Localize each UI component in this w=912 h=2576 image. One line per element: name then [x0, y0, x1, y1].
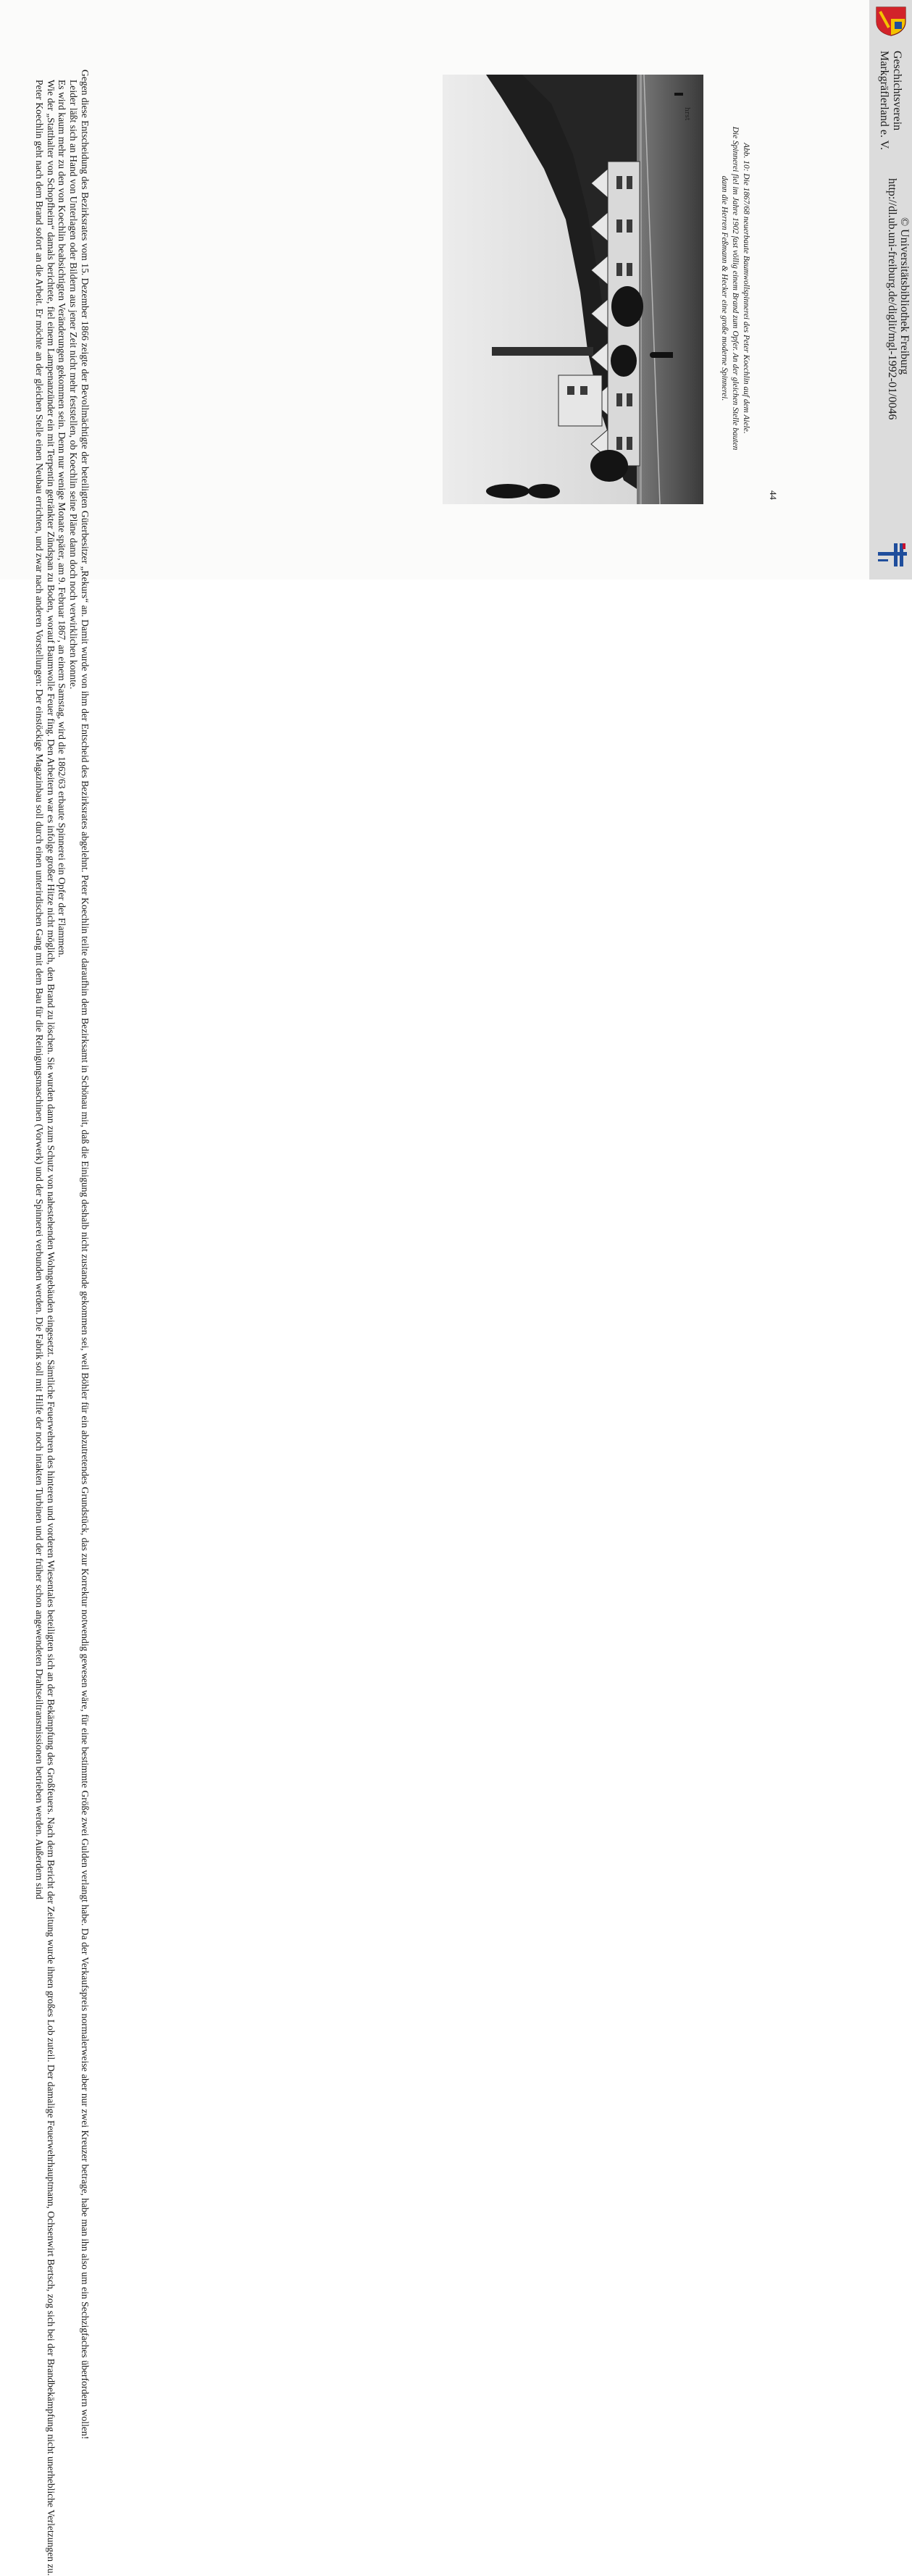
paragraph-5: Peter Koechlin geht nach dem Brand sofort an die Arbeit. Er möchte an der gleichen Stelle einen Neubau errichten, und zwar nach anderen Vorstellungen: Der einstöckige Magazinbau soll durch einen unterirdischen Gang mit dem Bau für die Reinigungsmaschinen (Vorwerk) und der Spinnerei verbunden werden. Die Fabrik soll mit Hilfe der noch intakten Turbinen und der früher schon angewendeten Drahtseiltransmissionen betrieben werden. Außerdem sind	[34, 80, 45, 1899]
society-name	[877, 51, 903, 150]
copyright-notice: © Universitätsbibliothek Freiburg	[898, 217, 911, 375]
figure-caption	[718, 72, 751, 504]
society-line-1: Geschichtsverein	[891, 51, 903, 131]
caption-line-2: Die Spinnerei fiel im Jahre 1902 fast völlig einem Brand zum Opfer. An der gleichen Stelle bauten	[730, 126, 740, 451]
source-url[interactable]: http://dl.ub.uni-freiburg.de/diglit/mgl-1992-01/0046	[886, 178, 898, 420]
paragraph-3: Es wird kaum mehr zu den von Koechlin beabsichtigten Veränderungen gekommen sein. Denn nur wenige Monate später, am 9. Februar 1867, an einem Samstag, wird die 1862/63 erbaute Spinnerei ein Opfer der Flammen.	[57, 80, 68, 958]
coat-of-arms-icon	[874, 6, 908, 36]
paragraph-2: Leider läßt sich an Hand von Unterlagen oder Bildern aus jener Zeit nicht mehr feststellen, ob Koechlin seine Pläne dann doch noch verwirklichen konnte.	[68, 80, 80, 690]
caption-line-1: Abb. 10: Die 1867/68 neuerbaute Baumwollspinnerei des Peter Koechlin auf dem Aiele.	[742, 143, 750, 434]
body-text	[33, 70, 91, 2576]
university-library-logo-icon	[877, 542, 908, 568]
paragraph-1: Gegen diese Entscheidung des Bezirksrates vom 15. Dezember 1866 zeigte der Bevollmächtigte der beteiligten Güterbesitzer „Rekurs“ an. Damit wurde von ihm der Entscheid des Bezirksrates abgelehnt. Peter Koechlin teilte daraufhin dem Bezirksamt in Schönau mit, daß die Einigung deshalb nicht zustande gekommen sei, weil Böhler für ein abzutretendes Grundstück, das zur Korrektur notwendig gewesen wäre, für eine bestimmte Größe zwei Gulden verlangt habe. Da der Verkaufspreis normalerweise aber nur zwei Kreuzer betrage, habe man ihn also um ein Sechzigfaches überfordern wollen!	[80, 70, 91, 2440]
paragraph-4: Wie der „Statthalter von Schopfheim“ damals berichtete, fiel einem Lampenanzünder ein mit Terpentin getränkter Zündspan zu Boden, worauf Baumwolle Feuer fing. Den Arbeitern war es infolge großer Hitze nicht möglich, den Brand zu löschen. Sie wurden dann zum Schutz von nahestehenden Wohngebäuden eingesetzt. Sämtliche Feuerwehren des hinteren und vorderen Wiesentales beteiligten sich an der Bekämpfung des Großfeuers. Nach dem Bericht der Zeitung wurde ihnen großes Lob zuteil. Der damalige Feuerwehrhauptmann, Ochsenwirt Bertsch, zog sich bei der Brandbekämpfung nicht unerhebliche Verletzungen zu.	[45, 80, 57, 2576]
caption-line-3: dann die Herren Feßmann & Hecker eine große moderne Spinnerei.	[719, 175, 729, 401]
photo-spinning-mill	[443, 75, 703, 504]
photo-mark: hrst	[683, 107, 690, 121]
page-number: 44	[768, 490, 779, 500]
society-line-2: Markgräflerland e. V.	[878, 51, 890, 151]
